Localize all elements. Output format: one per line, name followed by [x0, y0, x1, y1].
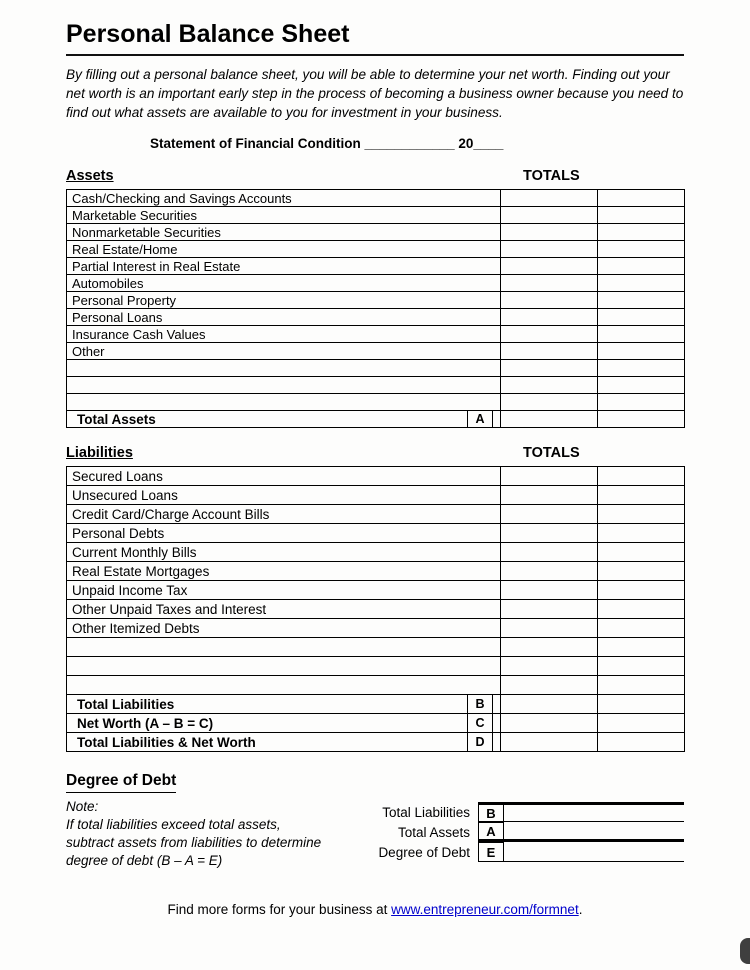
table-row — [67, 309, 685, 326]
total-cell — [598, 486, 685, 505]
amount-cell — [501, 207, 598, 224]
table-row — [67, 619, 685, 638]
total-liabilities-label-cell — [67, 695, 501, 714]
table-row — [67, 600, 685, 619]
letter-box-c: C — [467, 714, 493, 732]
row-label — [67, 676, 501, 695]
degree-of-debt-heading: Degree of Debt — [66, 772, 176, 793]
table-row — [67, 224, 685, 241]
table-row — [67, 638, 685, 657]
row-label: Partial Interest in Real Estate — [67, 258, 501, 275]
total-cell — [598, 524, 685, 543]
total-cell — [598, 562, 685, 581]
amount-cell — [501, 241, 598, 258]
table-row — [67, 377, 685, 394]
amount-cell — [501, 190, 598, 207]
amount-cell — [501, 292, 598, 309]
table-row — [67, 292, 685, 309]
assets-totals-heading: TOTALS — [523, 168, 580, 184]
letter-box-b: B — [467, 695, 493, 713]
total-cell — [598, 207, 685, 224]
total-cell — [598, 275, 685, 292]
total-cell — [598, 224, 685, 241]
amount-cell — [501, 619, 598, 638]
table-row — [67, 326, 685, 343]
total-cell — [598, 619, 685, 638]
assets-heading: Assets — [66, 168, 114, 184]
total-cell — [598, 467, 685, 486]
table-row — [67, 524, 685, 543]
row-label: Insurance Cash Values — [67, 326, 501, 343]
row-label: Current Monthly Bills — [67, 543, 501, 562]
footer-prefix: Find more forms for your business at — [167, 902, 392, 917]
row-label: Credit Card/Charge Account Bills — [67, 505, 501, 524]
amount-cell — [501, 638, 598, 657]
letter-box-a: A — [478, 822, 504, 842]
total-row-inner — [72, 733, 500, 751]
assets-table — [66, 189, 685, 428]
amount-cell — [501, 505, 598, 524]
intro-text: By filling out a personal balance sheet, you will be able to determine your net worth. Finding out your net worth is an important early step in the process of becoming a business owner because you need to find out what assets are available to you for investment in your business. — [66, 67, 684, 120]
amount-cell — [501, 326, 598, 343]
total-row-inner — [72, 695, 500, 713]
amount-cell — [501, 486, 598, 505]
row-label: Secured Loans — [67, 467, 501, 486]
row-label: Nonmarketable Securities — [67, 224, 501, 241]
table-row — [67, 676, 685, 695]
note-label: Note: — [66, 799, 99, 814]
summary-row-total-liabilities — [366, 802, 684, 822]
liabilities-section-header — [66, 445, 684, 463]
row-label: Real Estate Mortgages — [67, 562, 501, 581]
table-row — [67, 581, 685, 600]
row-label: Other Itemized Debts — [67, 619, 501, 638]
row-label — [67, 377, 501, 394]
degree-of-debt-section — [66, 772, 684, 868]
total-assets-label: Total Assets — [77, 411, 156, 427]
title-divider — [66, 54, 684, 56]
table-row — [67, 258, 685, 275]
row-label — [67, 394, 501, 411]
amount-cell — [501, 360, 598, 377]
row-label: Unpaid Income Tax — [67, 581, 501, 600]
letter-box-d: D — [467, 733, 493, 751]
summary-label: Degree of Debt — [378, 844, 470, 860]
page-title: Personal Balance Sheet — [66, 20, 350, 48]
amount-cell — [501, 394, 598, 411]
amount-cell — [501, 600, 598, 619]
row-label: Other Unpaid Taxes and Interest — [67, 600, 501, 619]
row-label: Automobiles — [67, 275, 501, 292]
total-cell — [598, 657, 685, 676]
total-liabilities-net-worth-row — [67, 733, 685, 752]
amount-cell — [501, 275, 598, 292]
footer-suffix: . — [578, 902, 583, 917]
amount-cell — [501, 676, 598, 695]
table-row — [67, 467, 685, 486]
liabilities-table — [66, 466, 685, 752]
total-cell — [598, 377, 685, 394]
amount-cell — [501, 714, 598, 733]
entrepreneur-formnet-link[interactable]: www.entrepreneur.com/formnet — [391, 902, 579, 917]
summary-label: Total Assets — [397, 824, 470, 840]
table-row — [67, 241, 685, 258]
net-worth-label: Net Worth (A – B = C) — [77, 715, 214, 731]
table-row — [67, 486, 685, 505]
total-cell — [598, 600, 685, 619]
amount-cell — [501, 524, 598, 543]
total-cell — [598, 309, 685, 326]
degree-of-debt-summary — [366, 802, 684, 862]
total-cell — [598, 258, 685, 275]
total-cell — [598, 190, 685, 207]
amount-cell — [501, 343, 598, 360]
total-cell — [598, 326, 685, 343]
row-label: Personal Debts — [67, 524, 501, 543]
total-cell — [598, 360, 685, 377]
total-cell — [598, 394, 685, 411]
table-row — [67, 562, 685, 581]
amount-cell — [501, 733, 598, 752]
total-cell — [598, 733, 685, 752]
row-label — [67, 638, 501, 657]
amount-cell — [501, 224, 598, 241]
total-row-inner — [72, 714, 500, 732]
total-assets-label-cell — [67, 411, 501, 428]
table-row — [67, 343, 685, 360]
note-text: If total liabilities exceed total assets, subtract assets from liabilities to determine degree of debt (B – A = E) — [66, 817, 322, 868]
fill-in-line — [504, 822, 684, 842]
table-row — [67, 505, 685, 524]
amount-cell — [501, 467, 598, 486]
letter-box-e: E — [478, 842, 504, 862]
total-liabilities-label: Total Liabilities — [77, 696, 175, 712]
total-cell — [598, 714, 685, 733]
table-row — [67, 394, 685, 411]
total-cell — [598, 292, 685, 309]
scan-artifact — [740, 938, 750, 964]
amount-cell — [501, 377, 598, 394]
total-liabilities-net-worth-label-cell — [67, 733, 501, 752]
total-cell — [598, 676, 685, 695]
table-row — [67, 543, 685, 562]
total-liabilities-net-worth-label: Total Liabilities & Net Worth — [77, 734, 256, 750]
total-cell — [598, 581, 685, 600]
statement-line: Statement of Financial Condition ____________ 20____ — [150, 136, 504, 151]
row-label — [67, 360, 501, 377]
table-row — [67, 190, 685, 207]
letter-box-a: A — [467, 411, 493, 427]
net-worth-label-cell — [67, 714, 501, 733]
total-cell — [598, 343, 685, 360]
summary-row-total-assets — [366, 822, 684, 842]
summary-label: Total Liabilities — [382, 804, 470, 820]
total-assets-row — [67, 411, 685, 428]
fill-in-line — [504, 842, 684, 862]
footer-text — [66, 902, 684, 917]
amount-cell — [501, 543, 598, 562]
total-row-inner — [72, 411, 500, 427]
row-label: Unsecured Loans — [67, 486, 501, 505]
total-cell — [598, 411, 685, 428]
summary-row-degree-of-debt — [366, 842, 684, 862]
amount-cell — [501, 657, 598, 676]
total-cell — [598, 505, 685, 524]
amount-cell — [501, 411, 598, 428]
table-row — [67, 657, 685, 676]
row-label: Real Estate/Home — [67, 241, 501, 258]
total-cell — [598, 543, 685, 562]
total-cell — [598, 695, 685, 714]
liabilities-totals-heading: TOTALS — [523, 445, 580, 461]
amount-cell — [501, 258, 598, 275]
total-cell — [598, 638, 685, 657]
total-cell — [598, 241, 685, 258]
row-label — [67, 657, 501, 676]
net-worth-row — [67, 714, 685, 733]
amount-cell — [501, 309, 598, 326]
row-label: Marketable Securities — [67, 207, 501, 224]
row-label: Personal Property — [67, 292, 501, 309]
amount-cell — [501, 695, 598, 714]
total-liabilities-row — [67, 695, 685, 714]
row-label: Other — [67, 343, 501, 360]
table-row — [67, 207, 685, 224]
table-row — [67, 360, 685, 377]
liabilities-heading: Liabilities — [66, 445, 133, 461]
row-label: Cash/Checking and Savings Accounts — [67, 190, 501, 207]
page-content — [66, 0, 684, 931]
fill-in-line — [504, 802, 684, 822]
amount-cell — [501, 562, 598, 581]
row-label: Personal Loans — [67, 309, 501, 326]
table-row — [67, 275, 685, 292]
letter-box-b: B — [478, 802, 504, 822]
amount-cell — [501, 581, 598, 600]
assets-section-header — [66, 168, 684, 186]
